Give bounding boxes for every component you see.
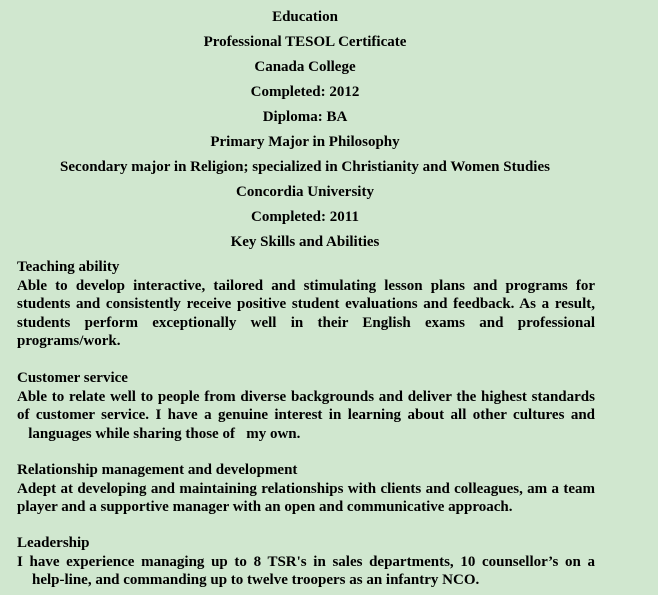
certificate-school: Canada College (254, 59, 356, 75)
section-body (17, 388, 595, 444)
education-heading: Education (272, 9, 338, 25)
skills-heading: Key Skills and Abilities (230, 234, 380, 250)
secondary-major: Secondary major in Religion; specialized in Christianity and Women Studies (60, 159, 550, 175)
section-body-part: languages while sharing those of (28, 425, 235, 442)
section-body-part: I have experience managing up to 8 TSR's in sales departments, 10 counsellor’s on a (17, 553, 595, 570)
section-body-part: my own. (246, 425, 301, 442)
section-body-part: Able to relate well to people from diverse backgrounds and deliver the highest standards of customer service. I have a genuine interest in learning about all other cultures and (17, 388, 595, 424)
section-heading: Teaching ability (17, 259, 120, 275)
section-body-part: help-line, and commanding up to twelve troopers as an infantry NCO. (32, 572, 480, 589)
section-heading: Relationship management and development (17, 462, 298, 478)
section-heading: Leadership (17, 535, 90, 551)
diploma-completed: Completed: 2011 (251, 209, 359, 225)
diploma-title: Diploma: BA (262, 109, 348, 125)
section-relationship (17, 461, 595, 517)
section-teaching (17, 258, 595, 351)
section-body (17, 553, 595, 590)
primary-major: Primary Major in Philosophy (210, 134, 400, 150)
certificate-completed: Completed: 2012 (250, 84, 360, 100)
certificate-title: Professional TESOL Certificate (203, 34, 407, 50)
section-body: Adept at developing and maintaining relationships with clients and colleagues, am a team player and a supportive manager with an open and communicative approach. (17, 480, 595, 516)
section-body: Able to develop interactive, tailored and stimulating lesson plans and programs for students and consistently receive positive student evaluations and feedback. As a result, students perform exceptionally well in their English exams and professional programs/work. (17, 277, 595, 350)
section-heading: Customer service (17, 370, 128, 386)
diploma-school: Concordia University (236, 184, 374, 200)
section-customer-service (17, 369, 595, 443)
section-leadership (17, 534, 595, 590)
